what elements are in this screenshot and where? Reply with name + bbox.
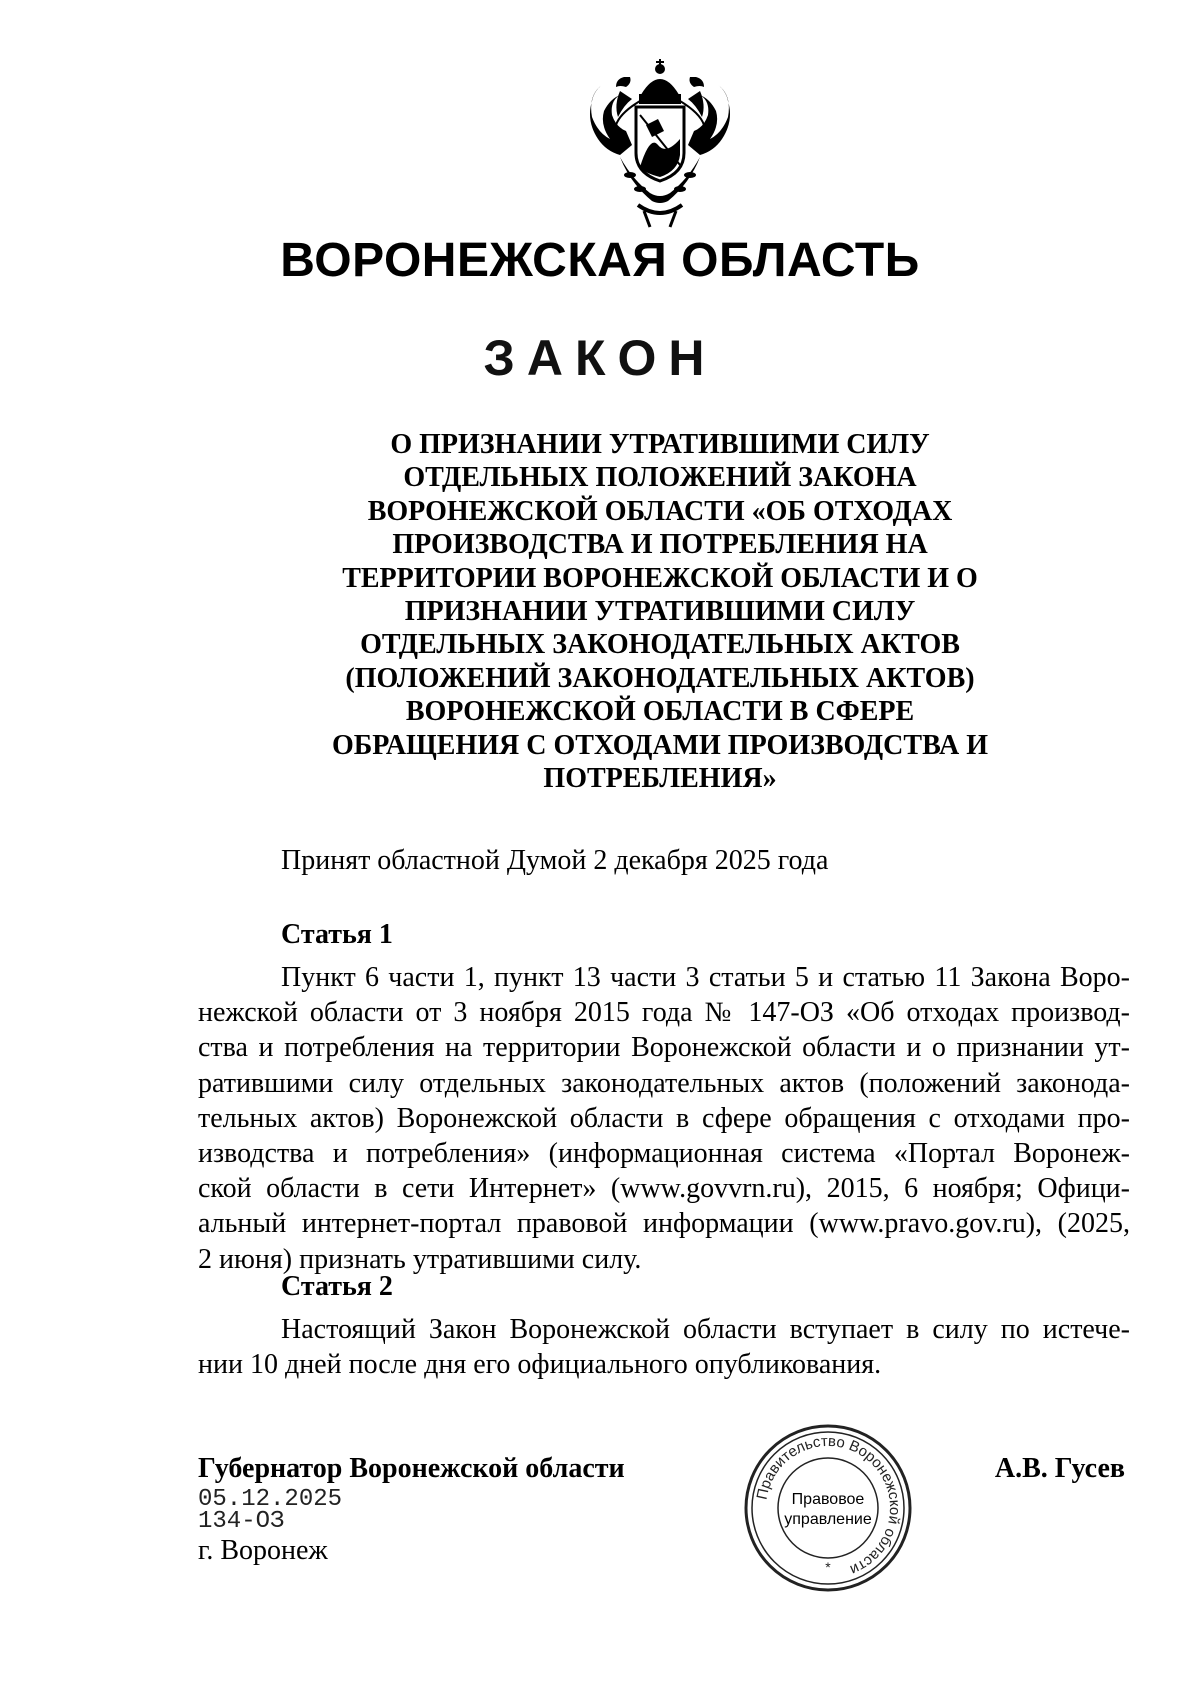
region-name: ВОРОНЕЖСКАЯ ОБЛАСТЬ	[280, 234, 920, 287]
law-title-line: ОТДЕЛЬНЫХ ЗАКОНОДАТЕЛЬНЫХ АКТОВ	[360, 629, 960, 661]
adoption-note: Принят областной Думой 2 декабря 2025 года	[281, 845, 829, 876]
article-1-line: ской области в сети Интернет» (www.govvrn.ru), 2015, 6 ноября; Офици-	[198, 1173, 1130, 1205]
signatory-title: Губернатор Воронежской области	[198, 1453, 625, 1484]
document-type: ЗАКОН	[483, 330, 717, 386]
law-title-line: ПРИЗНАНИИ УТРАТИВШИМИ СИЛУ	[404, 596, 916, 628]
coat-of-arms-icon	[580, 55, 740, 235]
article-1-line: нежской области от 3 ноября 2015 года № 147-ОЗ «Об отходах производ-	[198, 997, 1130, 1029]
article-2-body	[198, 1312, 1130, 1382]
stamp-inner-line: управление	[784, 1511, 872, 1528]
law-title-line: ОБРАЩЕНИЯ С ОТХОДАМИ ПРОИЗВОДСТВА И	[332, 729, 988, 761]
article-1-line: Пункт 6 части 1, пункт 13 части 3 статьи 5 и статью 11 Закона Воро-	[281, 962, 1130, 993]
article-2-line: Настоящий Закон Воронежской области вступает в силу по истече-	[281, 1314, 1130, 1345]
registration-number: 134-ОЗ	[198, 1508, 285, 1535]
article-1-line: изводства и потребления» (информационная система «Портал Воронеж-	[198, 1138, 1130, 1170]
law-title-line: О ПРИЗНАНИИ УТРАТИВШИМИ СИЛУ	[390, 429, 930, 460]
article-1-line: альный интернет-портал правовой информации (www.pravo.gov.ru), (2025,	[198, 1208, 1130, 1240]
article-1-line: 2 июня) признать утратившими силу.	[198, 1243, 642, 1275]
law-title-line: ТЕРРИТОРИИ ВОРОНЕЖСКОЙ ОБЛАСТИ И О	[342, 562, 978, 594]
stamp-inner-line: Правовое	[791, 1491, 865, 1508]
law-title-line: ОТДЕЛЬНЫХ ПОЛОЖЕНИЙ ЗАКОНА	[403, 462, 917, 494]
article-1-heading: Статья 1	[281, 919, 393, 950]
signatory-name: А.В. Гусев	[994, 1453, 1125, 1484]
official-stamp-icon	[742, 1422, 914, 1594]
stamp-ring-text: Правительство Воронежской области	[753, 1432, 904, 1579]
law-title	[300, 428, 1020, 795]
stamp-star: *	[825, 1559, 831, 1575]
article-2-line: нии 10 дней после дня его официального опубликования.	[198, 1349, 882, 1381]
article-1-line: тельных актов) Воронежской области в сфере обращения с отходами про-	[198, 1102, 1130, 1134]
law-title-line: ВОРОНЕЖСКОЙ ОБЛАСТИ «ОБ ОТХОДАХ	[367, 495, 953, 527]
place-of-signing: г. Воронеж	[198, 1535, 328, 1566]
registration-date: 05.12.2025	[198, 1486, 343, 1513]
law-title-line: ВОРОНЕЖСКОЙ ОБЛАСТИ В СФЕРЕ	[405, 696, 915, 728]
article-1-body	[198, 960, 1130, 1277]
law-title-line: ПРОИЗВОДСТВА И ПОТРЕБЛЕНИЯ НА	[392, 529, 928, 561]
law-title-line: ПОТРЕБЛЕНИЯ»	[543, 763, 777, 795]
law-title-line: (ПОЛОЖЕНИЙ ЗАКОНОДАТЕЛЬНЫХ АКТОВ)	[345, 662, 975, 694]
article-1-line: ства и потребления на территории Воронежской области и о признании ут-	[198, 1032, 1130, 1064]
article-2-heading: Статья 2	[281, 1271, 393, 1302]
stamp-center	[742, 1490, 914, 1530]
article-1-line: ратившими силу отдельных законодательных актов (положений законода-	[198, 1067, 1130, 1099]
